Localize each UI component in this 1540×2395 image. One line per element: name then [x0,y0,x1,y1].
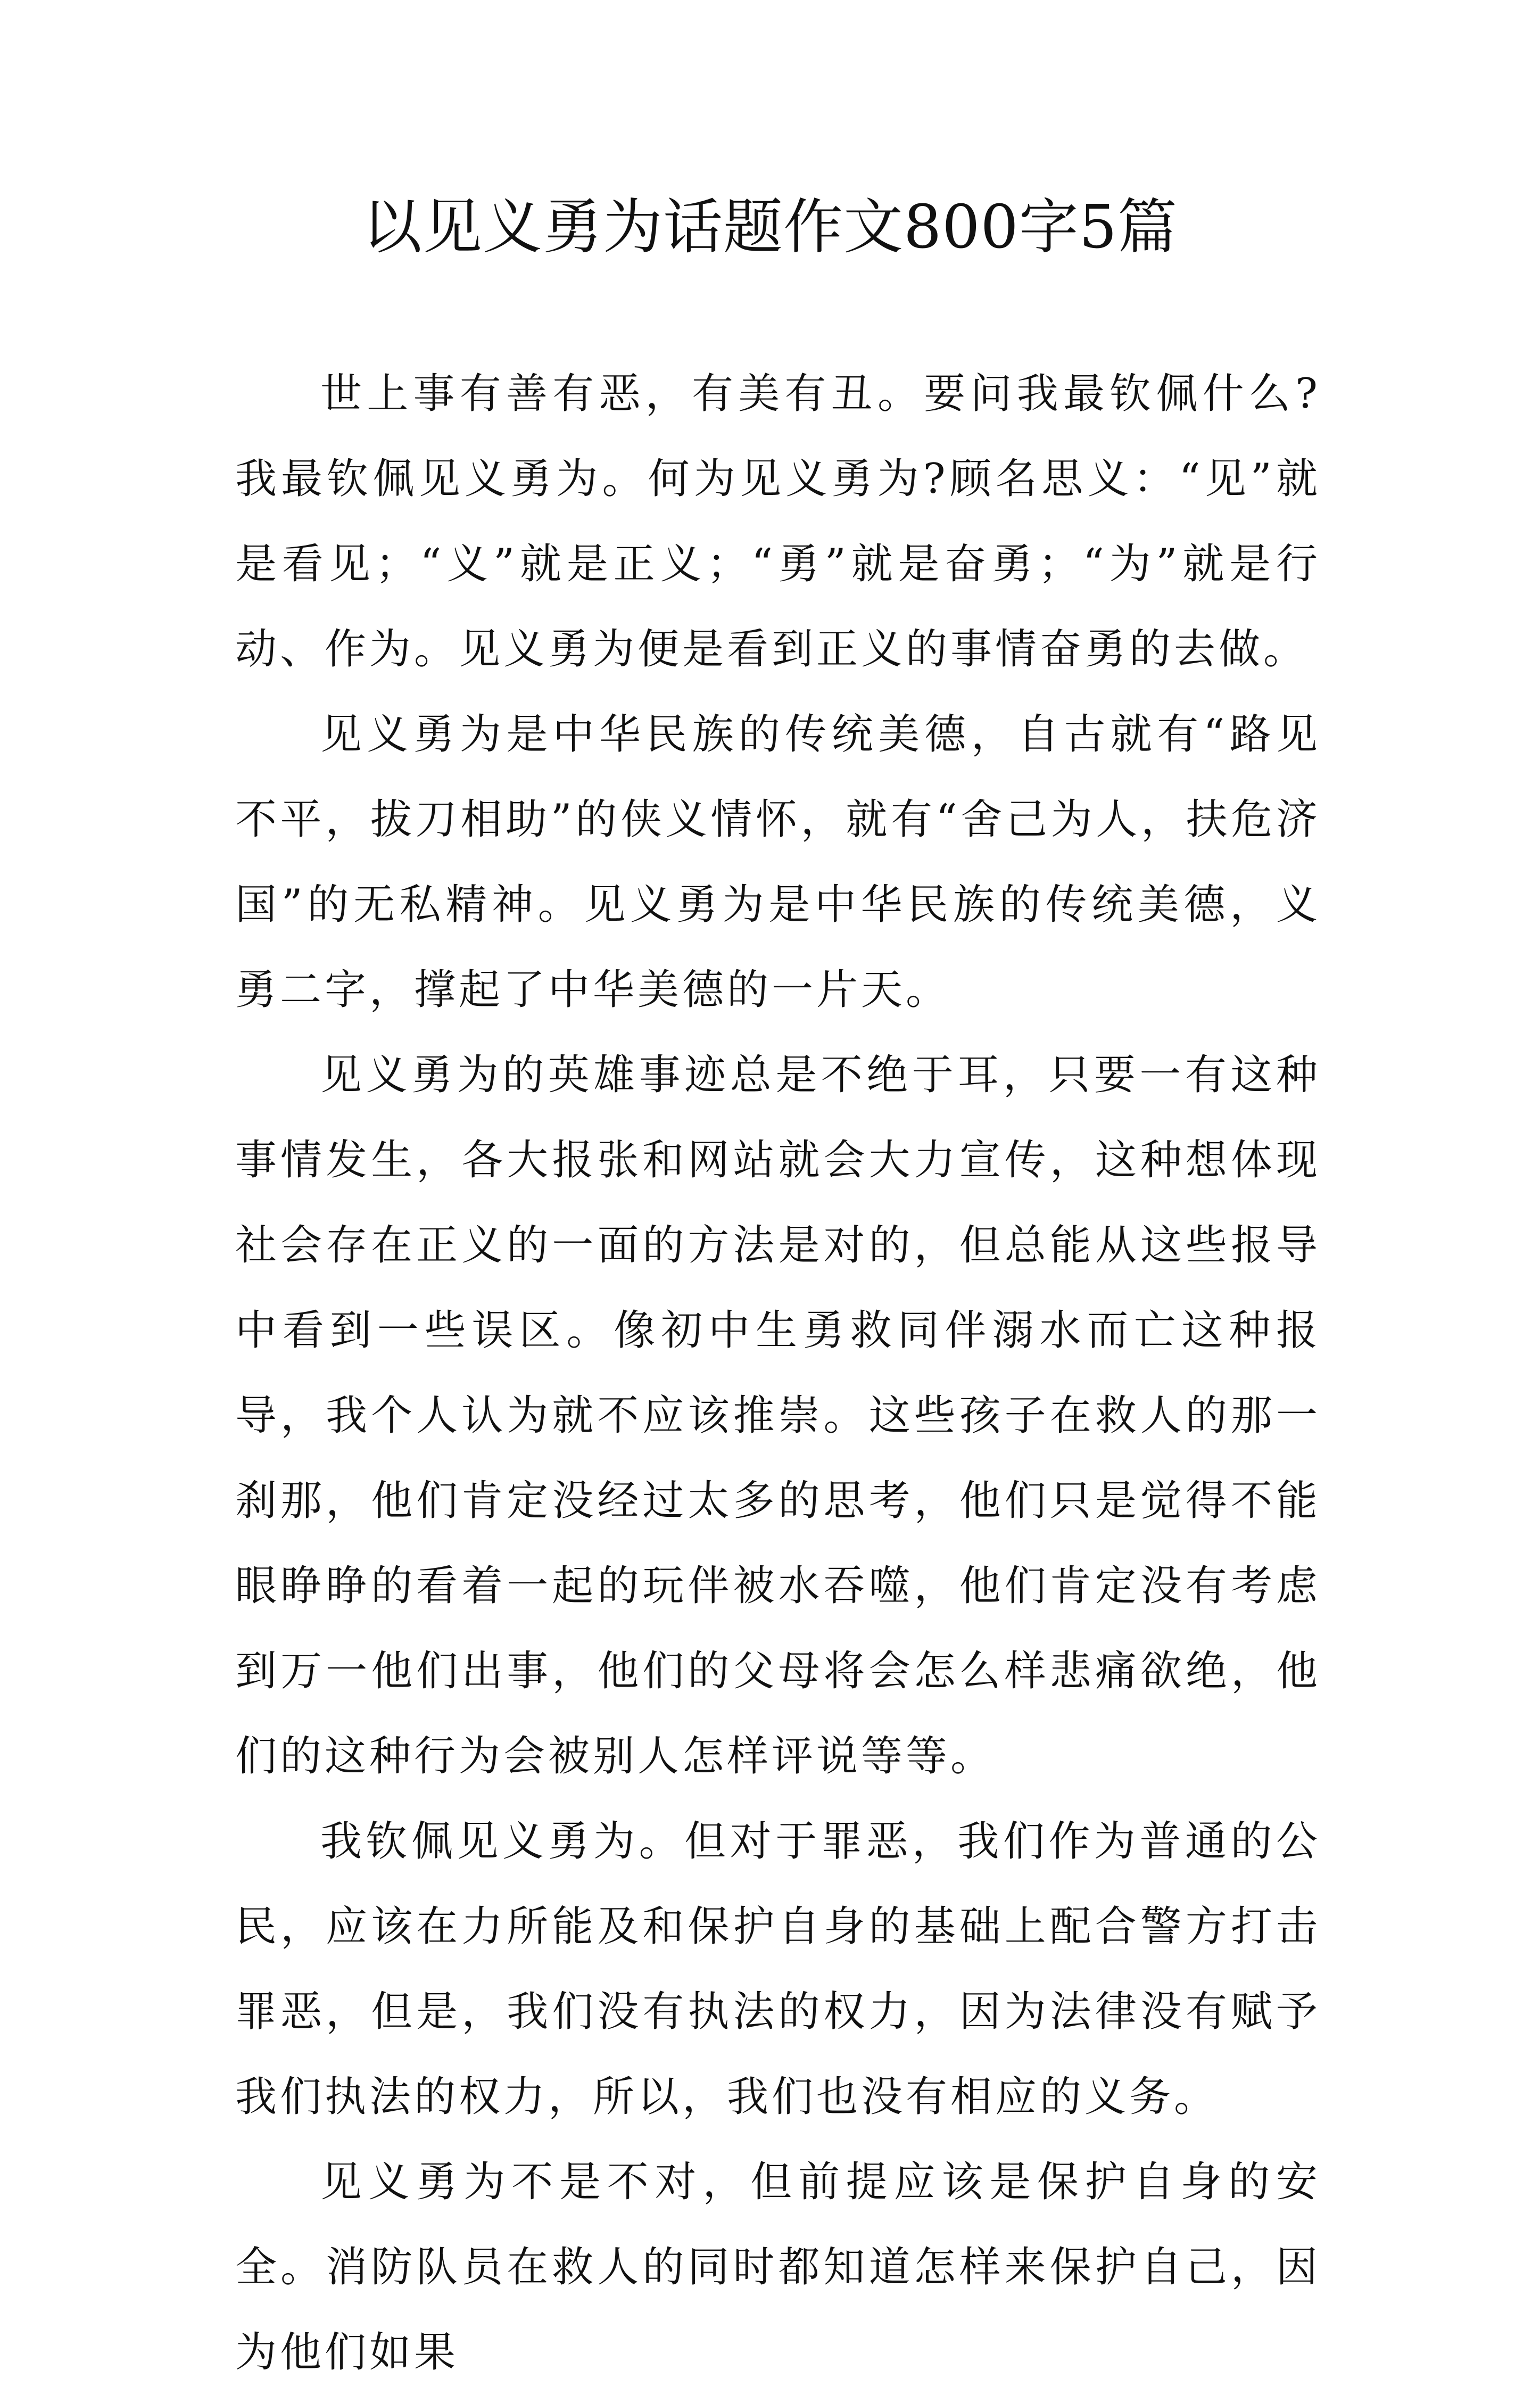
document-body [235,351,1321,2395]
paragraph-1: 世上事有善有恶，有美有丑。要问我最钦佩什么?我最钦佩见义勇为。何为见义勇为?顾名思义：“见”就是看见；“义”就是正义；“勇”就是奋勇；“为”就是行动、作为。见义勇为便是看到正义的事情奋勇的去做。 [235,370,1321,673]
document-title: 以见义勇为话题作文800字5篇 [362,193,1178,262]
paragraph-3: 见义勇为的英雄事迹总是不绝于耳，只要一有这种事情发生，各大报张和网站就会大力宣传，这种想体现社会存在正义的一面的方法是对的，但总能从这些报导中看到一些误区。像初中生勇救同伴溺水而亡这种报导，我个人认为就不应该推崇。这些孩子在救人的那一刹那，他们肯定没经过太多的思考，他们只是觉得不能眼睁睁的看着一起的玩伴被水吞噬，他们肯定没有考虑到万一他们出事，他们的父母将会怎么样悲痛欲绝，他们的这种行为会被别人怎样评说等等。 [235,1051,1321,1780]
paragraph-2: 见义勇为是中华民族的传统美德，自古就有“路见不平，拔刀相助”的侠义情怀，就有“舍己为人，扶危济国”的无私精神。见义勇为是中华民族的传统美德，义勇二字，撑起了中华美德的一片天。 [235,711,1321,1014]
paragraph-4: 我钦佩见义勇为。但对于罪恶，我们作为普通的公民，应该在力所能及和保护自身的基础上配合警方打击罪恶，但是，我们没有执法的权力，因为法律没有赋予我们执法的权力，所以，我们也没有相应的义务。 [235,1818,1321,2121]
paragraph-5: 见义勇为不是不对，但前提应该是保护自身的安全。消防队员在救人的同时都知道怎样来保护自己，因为他们如果 [235,2158,1321,2376]
